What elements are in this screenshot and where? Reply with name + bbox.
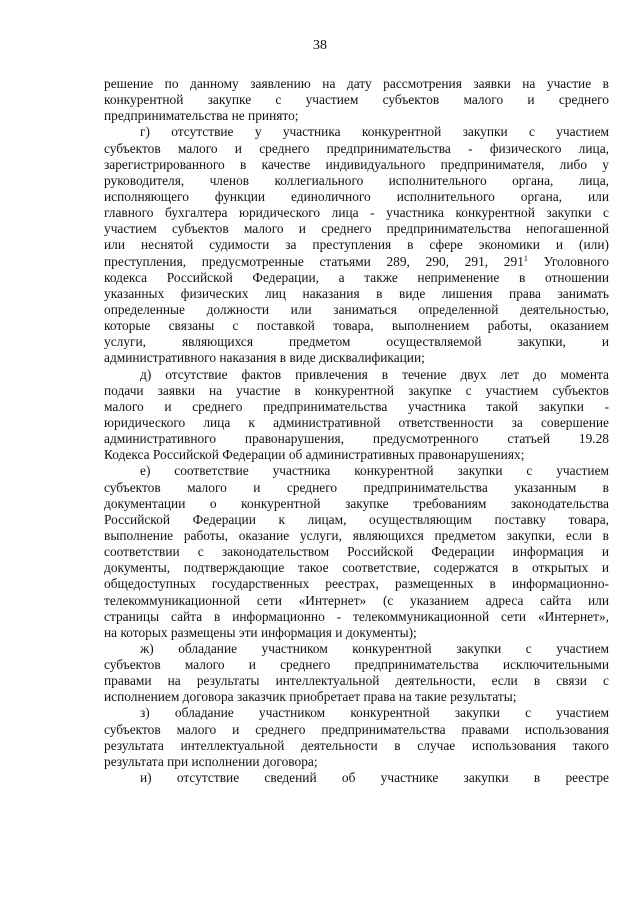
text-line: решение по данному заявлению на дату рассмотрения заявки на участие в (104, 76, 609, 91)
text-line: г) отсутствие у участника конкурентной закупки с участием (140, 124, 609, 140)
text-line: которые связаны с поставкой товара, выполнением работы, оказанием (104, 318, 609, 334)
superscript: 1 (523, 253, 528, 263)
text-line-start: преступления, предусмотренные статьями 289, 290, 291, 291 (104, 253, 524, 269)
text-line: административного наказания в виде дисквалификации; (104, 350, 425, 366)
text-line: исполнением договора заказчик приобретает права на такие результаты; (104, 689, 517, 705)
text-line: результата интеллектуальной деятельности в случае использования такого (104, 737, 609, 753)
text-line: Российской Федерации к лицам, осуществляющим поставку товара, (104, 511, 609, 527)
text-line: телекоммуникационной сети «Интернет» (с указанием адреса сайта или (104, 592, 609, 608)
text-line: правами на результаты интеллектуальной деятельности, если в связи с (104, 673, 609, 689)
text-line: е) соответствие участника конкурентной закупки с участием (140, 463, 609, 479)
text-line: з) обладание участником конкурентной закупки с участием (140, 705, 609, 721)
text-line: документы, подтверждающие такое соответствие, содержатся в открытых и (104, 560, 609, 576)
text-line: общедоступных государственных реестрах, размещенных в информационно- (104, 576, 609, 592)
text-line: руководителя, членов коллегиального исполнительного органа, лица, (104, 172, 609, 188)
text-line: выполнение работы, оказание услуги, являющихся предметом закупки, если в (104, 527, 609, 543)
text-line: на которых размещены эти информация и документы); (104, 624, 417, 640)
text-line: участием субъектов малого и среднего предпринимательства непогашенной (104, 221, 609, 237)
text-line: результата при исполнении договора; (104, 753, 318, 769)
body-text (104, 76, 609, 786)
text-line: страницы сайта в информационно - телекоммуникационной сети «Интернет», (104, 608, 609, 624)
text-line-with-footnote (104, 254, 609, 270)
text-line: административного правонарушения, предусмотренного статьей 19.28 (104, 431, 609, 447)
text-line: субъектов малого и среднего предпринимательства правами использования (104, 721, 609, 737)
text-line: субъектов малого и среднего предпринимательства - физического лица, (104, 140, 609, 156)
text-line: документации о конкурентной закупке требованиям законодательства (104, 495, 609, 511)
text-line: соответствии с законодательством Российской Федерации информация и (104, 544, 609, 560)
text-line: ж) обладание участником конкурентной закупки с участием (140, 640, 609, 656)
page-number: 38 (313, 38, 327, 53)
text-line: конкурентной закупке с участием субъектов малого и среднего (104, 92, 609, 108)
text-line: д) отсутствие фактов привлечения в течение двух лет до момента (140, 366, 609, 382)
text-line: и) отсутствие сведений об участнике закупки в реестре (140, 770, 609, 786)
text-line: малого и среднего предпринимательства участника такой закупки - (104, 398, 609, 414)
text-line: кодекса Российской Федерации, а также неприменение в отношении (104, 269, 609, 285)
text-line: зарегистрированного в качестве индивидуального предпринимателя, либо у (104, 156, 609, 172)
text-line: определенные должности или заниматься определенной деятельностью, (104, 301, 609, 317)
text-line: Кодекса Российской Федерации об административных правонарушениях; (104, 447, 525, 463)
text-line: главного бухгалтера юридического лица - участника конкурентной закупки с (104, 205, 609, 221)
text-line: предпринимательства не принято; (104, 108, 299, 124)
text-line: исполняющего функции единоличного исполнительного органа, или (104, 188, 609, 204)
text-line: субъектов малого и среднего предпринимательства исключительными (104, 657, 609, 673)
text-line: указанных физических лиц наказания в виде лишения права занимать (104, 285, 609, 301)
text-line: или неснятой судимости за преступления в сфере экономики и (или) (104, 237, 609, 253)
text-line: подачи заявки на участие в конкурентной закупке с участием субъектов (104, 382, 609, 398)
text-line: услуги, являющихся предметом осуществляемой закупки, и (104, 334, 609, 350)
text-line: субъектов малого и среднего предпринимательства указанным в (104, 479, 609, 495)
text-line-tail: Уголовного (543, 253, 609, 269)
text-line: юридического лица к административной ответственности за совершение (104, 414, 609, 430)
